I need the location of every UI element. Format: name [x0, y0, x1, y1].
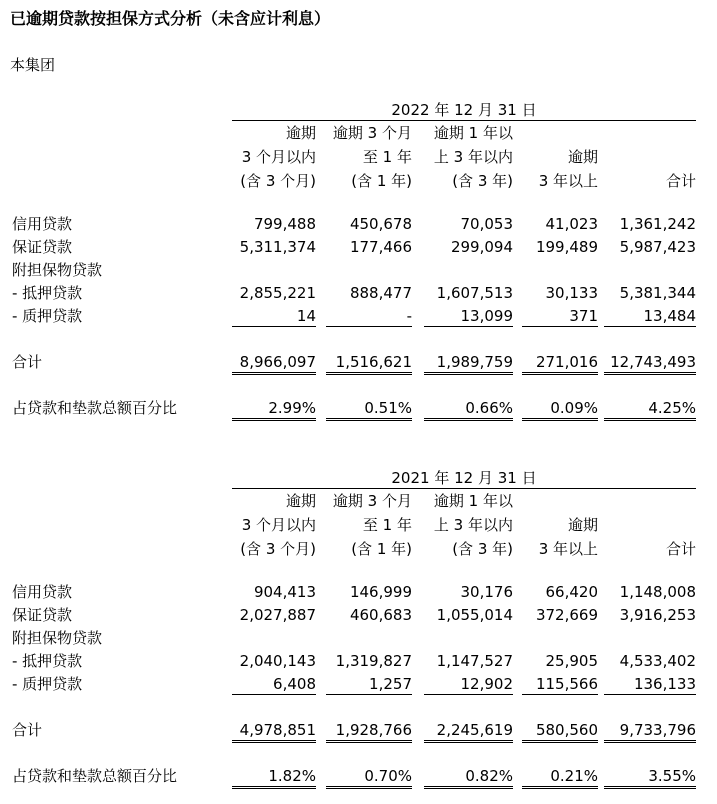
table-cell: 177,466	[349, 238, 412, 256]
row-label: 附担保物贷款	[12, 261, 103, 279]
table-cell: 799,488	[253, 215, 316, 233]
row-label: 信用贷款	[12, 215, 73, 233]
table-cell: 1,607,513	[436, 284, 513, 302]
column-header: 逾期	[567, 148, 598, 166]
table-cell: 5,381,344	[619, 284, 696, 302]
column-header: 逾期 1 年以	[433, 124, 513, 142]
column-header: 逾期	[285, 124, 316, 142]
table-cell: 1,147,527	[436, 652, 513, 670]
row-label: - 质押贷款	[12, 675, 83, 693]
percent-cell: 4.25%	[604, 397, 696, 421]
table-cell: 1,257	[326, 673, 412, 695]
table-cell: 3,916,253	[619, 606, 696, 624]
table-cell: 2,027,887	[239, 606, 316, 624]
column-header: 上 3 年以内	[433, 148, 513, 166]
table-cell: 66,420	[545, 583, 598, 601]
percent-cell: 0.09%	[522, 397, 598, 421]
page-title: 已逾期贷款按担保方式分析（未含应计利息）	[10, 9, 331, 28]
table-cell: 372,669	[535, 606, 598, 624]
table-cell: 115,566	[522, 673, 598, 695]
column-header: 合计	[665, 172, 696, 190]
table-cell: 1,055,014	[436, 606, 513, 624]
total-cell: 1,516,621	[326, 351, 412, 375]
table-cell: 30,133	[545, 284, 598, 302]
table-cell: 2,040,143	[239, 652, 316, 670]
column-header: 逾期	[567, 516, 598, 534]
percent-cell: 2.99%	[232, 397, 316, 421]
total-cell: 4,978,851	[232, 719, 316, 743]
column-header: (含 1 年)	[351, 540, 412, 558]
total-cell: 8,966,097	[232, 351, 316, 375]
row-label: 保证贷款	[12, 606, 73, 624]
table-cell: 371	[522, 305, 598, 327]
table-cell: 904,413	[253, 583, 316, 601]
table-cell: 146,999	[349, 583, 412, 601]
percent-cell: 1.82%	[232, 765, 316, 789]
column-header: (含 1 年)	[351, 172, 412, 190]
column-header: (含 3 年)	[452, 540, 513, 558]
total-cell: 1,928,766	[326, 719, 412, 743]
total-cell: 12,743,493	[604, 351, 696, 375]
column-header: 逾期 3 个月	[332, 492, 412, 510]
total-label: 合计	[12, 353, 43, 371]
column-header: (含 3 个月)	[240, 540, 316, 558]
table-cell: 460,683	[349, 606, 412, 624]
table-cell: 30,176	[460, 583, 513, 601]
table-cell: 1,361,242	[619, 215, 696, 233]
table-cell: 14	[232, 305, 316, 327]
column-header: (含 3 个月)	[240, 172, 316, 190]
percent-label: 占贷款和垫款总额百分比	[12, 399, 178, 417]
percent-cell: 0.70%	[326, 765, 412, 789]
table-cell: 2,855,221	[239, 284, 316, 302]
table-cell: 13,484	[604, 305, 696, 327]
table-cell: 1,148,008	[619, 583, 696, 601]
table-cell: 5,987,423	[619, 238, 696, 256]
total-label: 合计	[12, 721, 43, 739]
row-label: - 抵押贷款	[12, 284, 83, 302]
column-header: 逾期 3 个月	[332, 124, 412, 142]
row-label: 信用贷款	[12, 583, 73, 601]
percent-cell: 0.66%	[424, 397, 513, 421]
table-cell: 299,094	[450, 238, 513, 256]
total-cell: 1,989,759	[424, 351, 513, 375]
table-cell: 4,533,402	[619, 652, 696, 670]
row-label: 附担保物贷款	[12, 629, 103, 647]
table-cell: 13,099	[424, 305, 513, 327]
table-cell: 6,408	[232, 673, 316, 695]
table-cell: 25,905	[545, 652, 598, 670]
total-cell: 9,733,796	[604, 719, 696, 743]
table-cell: 41,023	[545, 215, 598, 233]
column-header: 合计	[665, 540, 696, 558]
column-header: 3 个月以内	[241, 516, 316, 534]
total-cell: 271,016	[522, 351, 598, 375]
column-header: 3 年以上	[538, 540, 598, 558]
column-header: 至 1 年	[362, 148, 412, 166]
percent-label: 占贷款和垫款总额百分比	[12, 767, 178, 785]
column-header: 至 1 年	[362, 516, 412, 534]
percent-cell: 3.55%	[604, 765, 696, 789]
row-label: - 抵押贷款	[12, 652, 83, 670]
table-cell: 450,678	[349, 215, 412, 233]
row-label: 保证贷款	[12, 238, 73, 256]
column-header: (含 3 年)	[452, 172, 513, 190]
total-cell: 2,245,619	[424, 719, 513, 743]
column-header: 逾期 1 年以	[433, 492, 513, 510]
percent-cell: 0.82%	[424, 765, 513, 789]
period-header: 2021 年 12 月 31 日	[232, 468, 696, 489]
group-subtitle: 本集团	[10, 56, 56, 74]
period-header: 2022 年 12 月 31 日	[232, 100, 696, 121]
table-cell: -	[326, 305, 412, 327]
table-cell: 888,477	[349, 284, 412, 302]
table-cell: 12,902	[424, 673, 513, 695]
total-cell: 580,560	[522, 719, 598, 743]
table-cell: 5,311,374	[239, 238, 316, 256]
column-header: 3 年以上	[538, 172, 598, 190]
table-cell: 199,489	[535, 238, 598, 256]
column-header: 逾期	[285, 492, 316, 510]
column-header: 上 3 年以内	[433, 516, 513, 534]
percent-cell: 0.51%	[326, 397, 412, 421]
column-header: 3 个月以内	[241, 148, 316, 166]
percent-cell: 0.21%	[522, 765, 598, 789]
table-cell: 1,319,827	[335, 652, 412, 670]
table-cell: 136,133	[604, 673, 696, 695]
row-label: - 质押贷款	[12, 307, 83, 325]
table-cell: 70,053	[460, 215, 513, 233]
